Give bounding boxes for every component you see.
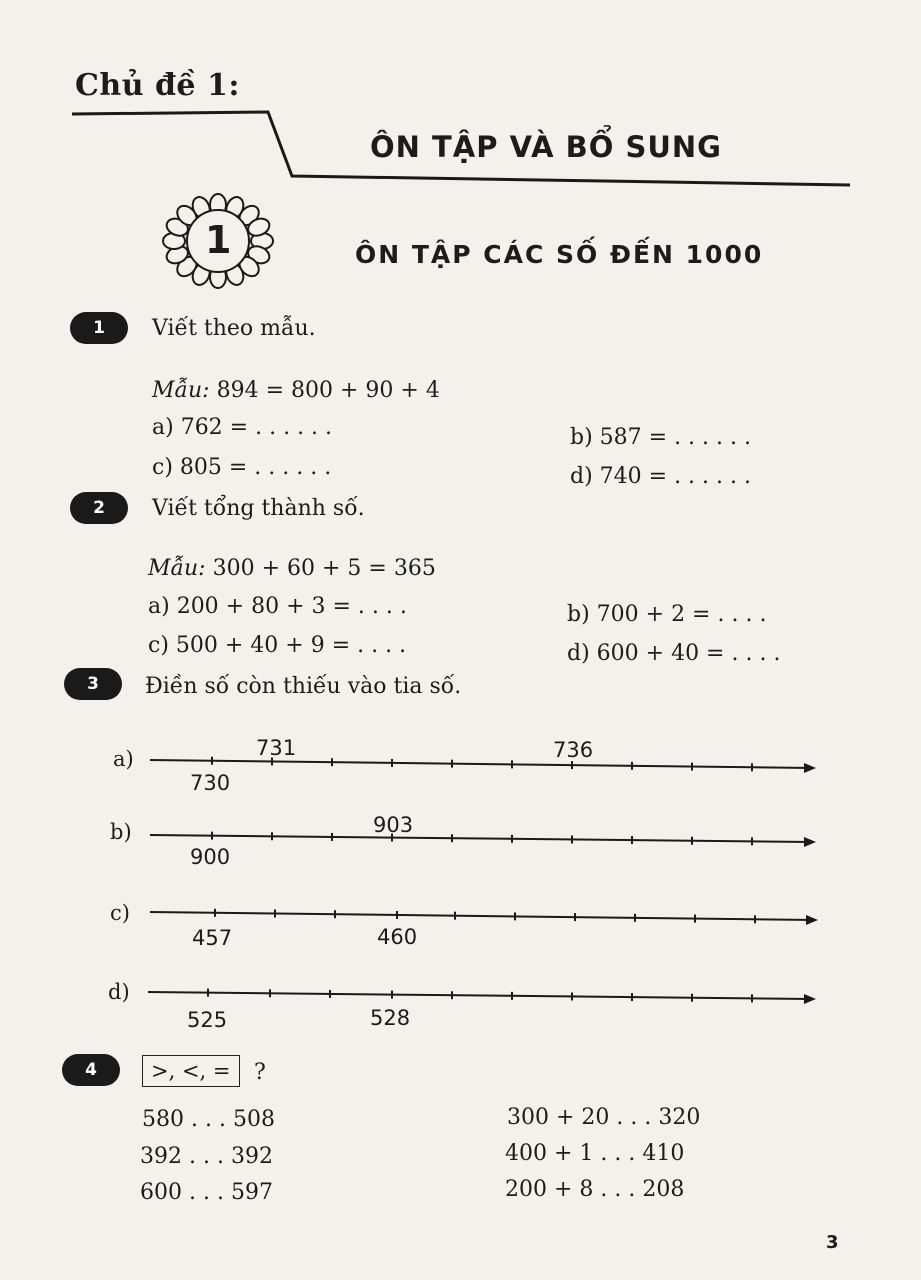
comparison-symbols-box: >, <, = [142,1055,240,1087]
compare-left-3: 600 . . . 597 [140,1180,273,1205]
numberline-a-value: 731 [256,736,297,760]
sample-label: Mẫu: [148,556,206,581]
exercise-2-c: c) 500 + 40 + 9 = . . . . [148,633,407,658]
exercise-1-b: b) 587 = . . . . . . [570,425,751,450]
number-line-arrow [806,915,818,925]
compare-right-2: 400 + 1 . . . 410 [505,1141,685,1166]
exercise-3-badge: 3 [64,668,122,700]
page-number: 3 [826,1232,839,1253]
exercise-1-c: c) 805 = . . . . . . [152,455,332,480]
compare-left-2: 392 . . . 392 [140,1144,273,1169]
number-lines [148,757,818,1004]
compare-left-1: 580 . . . 508 [142,1107,275,1132]
numberline-b-label: b) [110,820,132,844]
sample-label: Mẫu: [152,378,210,403]
numberline-d-label: d) [108,980,130,1004]
exercise-2-d: d) 600 + 40 = . . . . [567,641,781,666]
numberline-c-value: 457 [192,926,233,950]
number-line-arrow [804,994,816,1004]
sample-text: 300 + 60 + 5 = 365 [212,556,436,581]
numberline-c-label: c) [110,901,130,925]
topic-title: ÔN TẬP VÀ BỔ SUNG [370,130,722,164]
exercise-2-a: a) 200 + 80 + 3 = . . . . [148,594,407,619]
topic-label: Chủ đề 1: [75,68,240,103]
exercise-1-instruction: Viết theo mẫu. [152,316,316,341]
compare-right-3: 200 + 8 . . . 208 [505,1177,685,1202]
number-line-axis [150,912,814,920]
numberline-d-value: 525 [187,1008,228,1032]
numberline-c-value: 460 [377,925,418,949]
number-line-axis [150,835,812,842]
exercise-1-badge: 1 [70,312,128,344]
exercise-2-badge: 2 [70,492,128,524]
question-mark: ? [254,1060,266,1085]
lesson-title: ÔN TẬP CÁC SỐ ĐẾN 1000 [355,240,764,269]
exercise-1-sample [152,378,440,403]
numberline-d-value: 528 [370,1006,411,1030]
exercise-4-badge: 4 [62,1054,120,1086]
lesson-number: 1 [205,218,232,262]
numberline-a-value: 730 [190,771,231,795]
numberline-a-value: 736 [553,738,594,762]
exercise-1-d: d) 740 = . . . . . . [570,464,751,489]
numberline-a-label: a) [113,747,134,771]
number-line-axis [148,992,812,999]
numberline-b-value: 900 [190,845,231,869]
exercise-1-a: a) 762 = . . . . . . [152,415,333,440]
exercise-2-instruction: Viết tổng thành số. [152,496,365,521]
sample-text: 894 = 800 + 90 + 4 [216,378,440,403]
number-line-arrow [804,763,816,773]
exercise-3-instruction: Điền số còn thiếu vào tia số. [145,674,462,699]
number-line-axis [150,760,812,768]
exercise-2-sample [148,556,436,581]
number-line-arrow [804,837,816,847]
exercise-2-b: b) 700 + 2 = . . . . [567,602,767,627]
compare-right-1: 300 + 20 . . . 320 [507,1105,701,1130]
numberline-b-value: 903 [373,813,414,837]
